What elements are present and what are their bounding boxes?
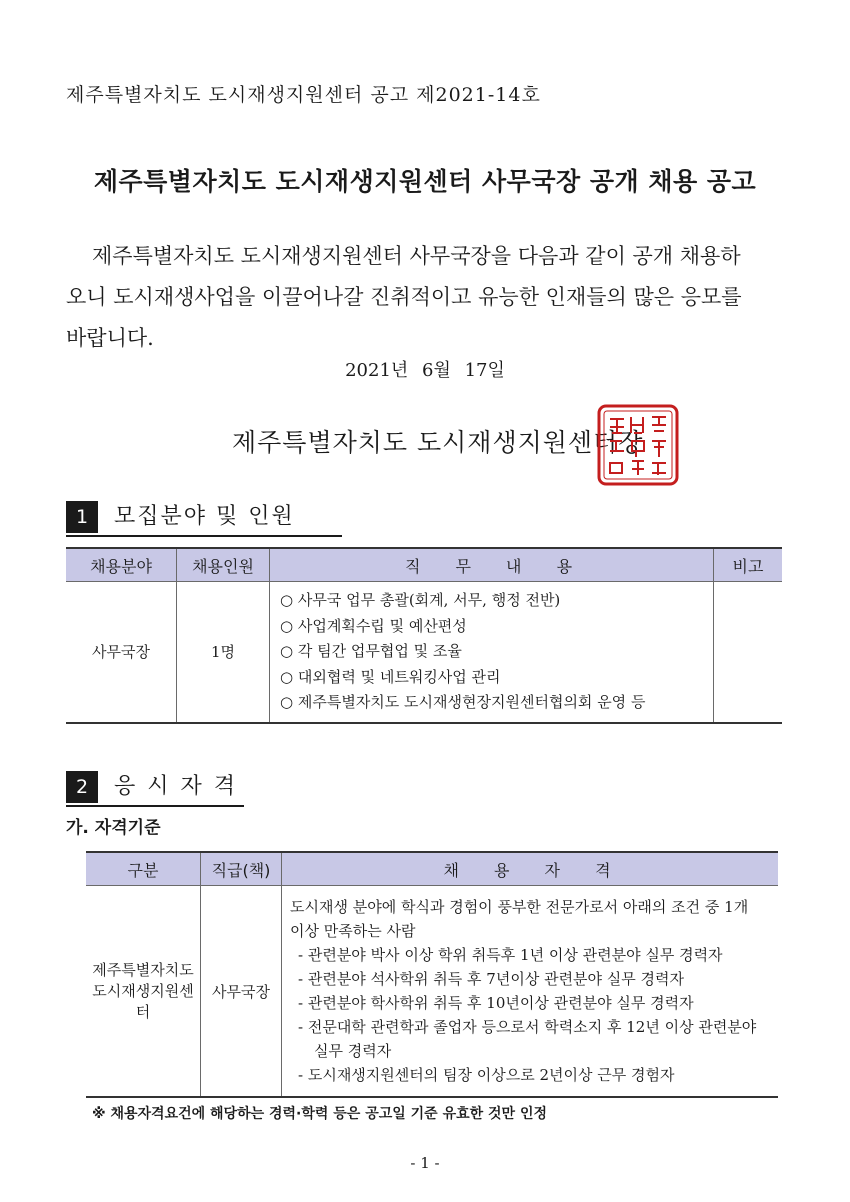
table-row — [86, 886, 778, 1098]
section-label: 모집분야 및 인원 — [114, 504, 295, 529]
notice-number: 제주특별자치도 도시재생지원센터 공고 제2021-14호 — [66, 84, 541, 106]
table-row — [66, 582, 782, 723]
qualification-table — [86, 851, 778, 1098]
intro-paragraph — [66, 236, 802, 359]
section-label: 응시자격 — [114, 774, 248, 799]
org-line: 도시재생지원센 — [92, 981, 194, 1000]
column-header: 채 용 자 격 — [282, 852, 779, 886]
column-header: 직 무 내 용 — [270, 548, 714, 582]
duty-item: ○ 대외협력 및 네트워킹사업 관리 — [280, 667, 501, 686]
org-line: 터 — [135, 1002, 151, 1021]
duties-cell — [270, 582, 714, 723]
duty-item: ○ 제주특별자치도 도시재생현장지원센터협의회 운영 등 — [280, 693, 646, 711]
duty-item: ○ 사업계획수립 및 예산편성 — [280, 616, 467, 635]
intro-line: 제주특별자치도 도시재생지원센터 사무국장을 다음과 같이 공개 채용하 — [92, 244, 741, 268]
duty-item: ○ 사무국 업무 총괄(회계, 서무, 행정 전반) — [280, 591, 561, 609]
table-header-row — [66, 548, 782, 582]
column-header: 구분 — [86, 852, 201, 886]
count-cell: 1명 — [177, 582, 270, 723]
column-header: 채용분야 — [66, 548, 177, 582]
official-seal-icon — [596, 403, 680, 487]
section-underline — [66, 535, 342, 537]
rank-cell: 사무국장 — [201, 886, 282, 1098]
section-underline — [66, 805, 244, 807]
page-number: - 1 - — [410, 1154, 440, 1172]
qualification-cell — [282, 886, 779, 1098]
issuer-name: 제주특별자치도 도시재생지원센터장 — [232, 428, 644, 457]
intro-line: 바랍니다. — [66, 326, 154, 350]
field-cell: 사무국장 — [66, 582, 177, 723]
qualification-line: 이상 만족하는 사람 — [290, 922, 416, 940]
qualification-line: 실무 경력자 — [314, 1042, 392, 1060]
qualification-line: - 관련분야 박사 이상 학위 취득후 1년 이상 관련분야 실무 경력자 — [298, 946, 723, 964]
column-header: 채용인원 — [177, 548, 270, 582]
intro-line: 오니 도시재생사업을 이끌어나갈 진취적이고 유능한 인재들의 많은 응모를 — [66, 285, 742, 309]
column-header: 비고 — [714, 548, 783, 582]
section-number-badge: 1 — [66, 501, 98, 533]
page-title: 제주특별자치도 도시재생지원센터 사무국장 공개 채용 공고 — [93, 167, 757, 196]
organization-cell — [86, 886, 201, 1098]
table-header-row — [86, 852, 778, 886]
column-header: 직급(책) — [201, 852, 282, 886]
qualification-line: - 전문대학 관련학과 졸업자 등으로서 학력소지 후 12년 이상 관련분야 — [298, 1018, 757, 1036]
org-line: 제주특별자치도 — [92, 960, 194, 979]
qualification-line: 도시재생 분야에 학식과 경험이 풍부한 전문가로서 아래의 조건 중 1개 — [290, 898, 749, 916]
recruitment-table — [66, 547, 782, 724]
duty-item: ○ 각 팀간 업무협업 및 조율 — [280, 642, 462, 660]
section-number-badge: 2 — [66, 771, 98, 803]
remark-cell — [714, 582, 783, 723]
notice-date: 2021년 6월 17일 — [345, 360, 505, 381]
qualification-note: ※ 채용자격요건에 해당하는 경력·학력 등은 공고일 기준 유효한 것만 인정 — [92, 1106, 547, 1122]
qualification-line: - 도시재생지원센터의 팀장 이상으로 2년이상 근무 경험자 — [298, 1066, 675, 1084]
qualification-line: - 관련분야 학사학위 취득 후 10년이상 관련분야 실무 경력자 — [298, 994, 694, 1012]
subsection-heading: 가. 자격기준 — [66, 818, 161, 838]
qualification-line: - 관련분야 석사학위 취득 후 7년이상 관련분야 실무 경력자 — [298, 970, 685, 988]
